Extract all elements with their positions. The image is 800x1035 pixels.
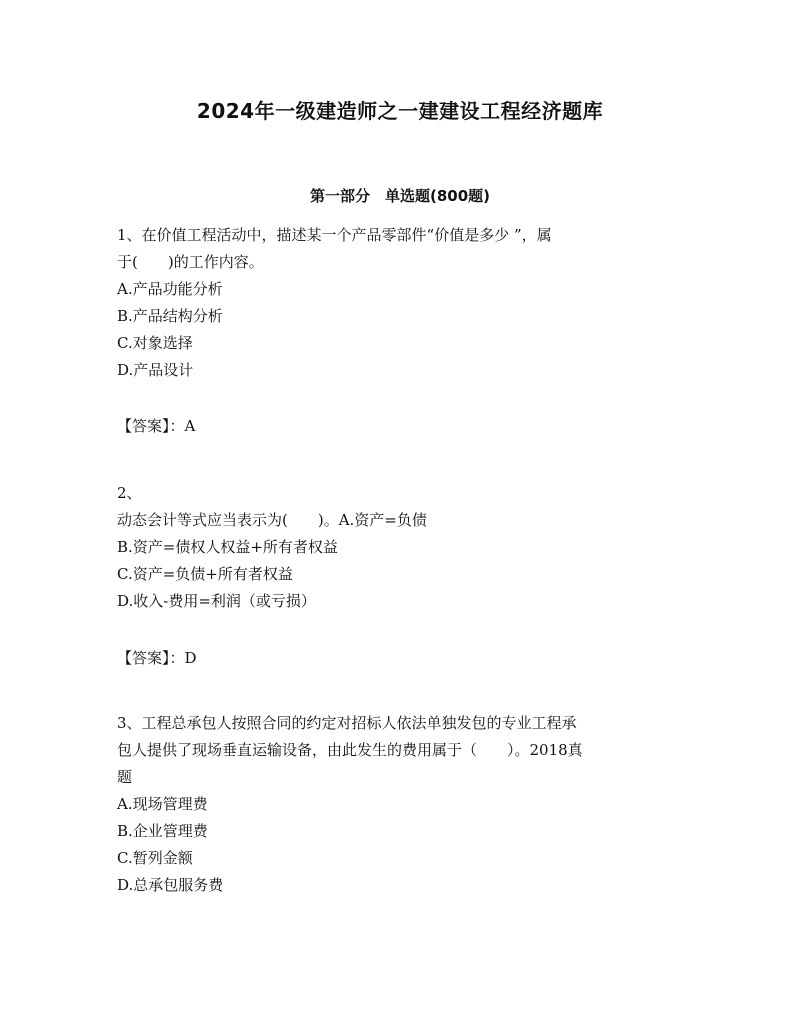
question-3-option-b: B.企业管理费	[117, 822, 208, 840]
question-3	[117, 710, 692, 899]
question-1-option-d: D.产品设计	[117, 361, 194, 379]
question-2-answer: 【答案】：D	[117, 649, 197, 667]
question-1-answer: 【答案】：A	[117, 417, 196, 435]
question-2-number: 2、	[117, 484, 142, 502]
document-title: 2024年一级建造师之一建建设工程经济题库	[196, 99, 604, 123]
question-3-stem-line-1: 3、工程总承包人按照合同的约定对招标人依法单独发包的专业工程承	[117, 714, 577, 732]
question-3-option-d: D.总承包服务费	[117, 876, 224, 894]
question-3-option-a: A.现场管理费	[117, 795, 208, 813]
section-heading: 第一部分 单选题(800题)	[309, 187, 491, 205]
question-3-option-c: C.暂列金额	[117, 849, 193, 867]
question-1-option-b: B.产品结构分析	[117, 307, 223, 325]
question-1-stem-line-1: 1、在价值工程活动中，描述某一个产品零部件“价值是多少 ”，属	[117, 226, 552, 244]
question-2-option-d: D.收入-费用=利润（或亏损）	[117, 592, 316, 610]
question-3-stem-line-2: 包人提供了现场垂直运输设备，由此发生的费用属于（ ）。2018真	[117, 741, 583, 759]
question-2-option-c: C.资产=负债+所有者权益	[117, 565, 293, 583]
question-1-option-c: C.对象选择	[117, 334, 193, 352]
question-1-option-a: A.产品功能分析	[117, 280, 223, 298]
question-1	[117, 222, 692, 384]
question-1-stem-line-2: 于( )的工作内容。	[117, 253, 264, 271]
question-2	[117, 480, 692, 615]
question-2-stem: 动态会计等式应当表示为( )。A.资产=负债	[117, 511, 427, 529]
question-2-option-b: B.资产=债权人权益+所有者权益	[117, 538, 338, 556]
question-3-stem-line-3: 题	[117, 768, 133, 786]
